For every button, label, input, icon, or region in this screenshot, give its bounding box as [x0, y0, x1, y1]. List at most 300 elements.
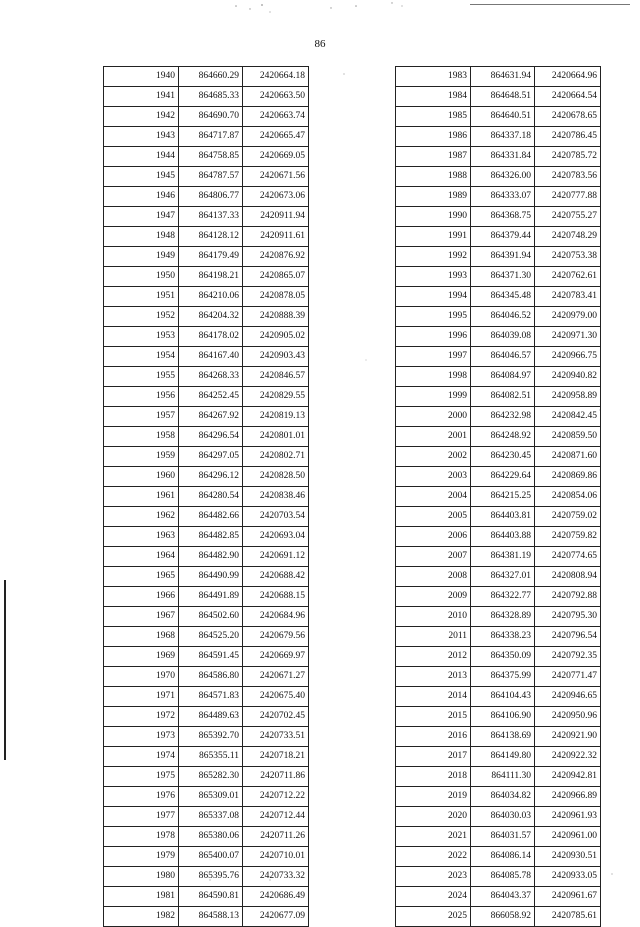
y-coordinate-cell: 2420829.55 [243, 387, 309, 407]
x-coordinate-cell: 864232.98 [471, 407, 535, 427]
x-coordinate-cell: 864490.99 [179, 567, 243, 587]
x-coordinate-cell: 864690.70 [179, 107, 243, 127]
point-number-cell: 1998 [396, 367, 471, 387]
point-number-cell: 1988 [396, 167, 471, 187]
x-coordinate-cell: 864034.82 [471, 787, 535, 807]
y-coordinate-cell: 2420792.88 [535, 587, 601, 607]
scan-edge-mark [4, 580, 6, 760]
table-row [104, 427, 309, 447]
x-coordinate-cell: 864350.09 [471, 647, 535, 667]
table-row [396, 807, 601, 827]
x-coordinate-cell: 865392.70 [179, 727, 243, 747]
table-row [104, 667, 309, 687]
table-row [396, 227, 601, 247]
point-number-cell: 1959 [104, 447, 179, 467]
point-number-cell: 1980 [104, 867, 179, 887]
x-coordinate-cell: 865337.08 [179, 807, 243, 827]
point-number-cell: 1964 [104, 547, 179, 567]
point-number-cell: 1953 [104, 327, 179, 347]
point-number-cell: 1986 [396, 127, 471, 147]
x-coordinate-cell: 864046.57 [471, 347, 535, 367]
table-row [396, 207, 601, 227]
y-coordinate-cell: 2420796.54 [535, 627, 601, 647]
y-coordinate-cell: 2420958.89 [535, 387, 601, 407]
point-number-cell: 1965 [104, 567, 179, 587]
table-row [396, 647, 601, 667]
table-row [104, 87, 309, 107]
table-row [396, 867, 601, 887]
table-row [104, 807, 309, 827]
x-coordinate-cell: 864326.00 [471, 167, 535, 187]
y-coordinate-cell: 2420785.61 [535, 907, 601, 927]
x-coordinate-cell: 864229.64 [471, 467, 535, 487]
point-number-cell: 1944 [104, 147, 179, 167]
y-coordinate-cell: 2420876.92 [243, 247, 309, 267]
point-number-cell: 1990 [396, 207, 471, 227]
y-coordinate-cell: 2420921.90 [535, 727, 601, 747]
x-coordinate-cell: 864086.14 [471, 847, 535, 867]
point-number-cell: 1946 [104, 187, 179, 207]
point-number-cell: 1943 [104, 127, 179, 147]
point-number-cell: 2002 [396, 447, 471, 467]
table-row [396, 167, 601, 187]
point-number-cell: 1952 [104, 307, 179, 327]
point-number-cell: 2013 [396, 667, 471, 687]
table-row [396, 547, 601, 567]
table-row [396, 367, 601, 387]
point-number-cell: 1979 [104, 847, 179, 867]
point-number-cell: 1981 [104, 887, 179, 907]
x-coordinate-cell: 865355.11 [179, 747, 243, 767]
x-coordinate-cell: 865282.30 [179, 767, 243, 787]
y-coordinate-cell: 2420771.47 [535, 667, 601, 687]
table-row [104, 347, 309, 367]
point-number-cell: 1960 [104, 467, 179, 487]
point-number-cell: 2008 [396, 567, 471, 587]
table-row [104, 607, 309, 627]
point-number-cell: 1961 [104, 487, 179, 507]
x-coordinate-cell: 864128.12 [179, 227, 243, 247]
point-number-cell: 1973 [104, 727, 179, 747]
point-number-cell: 1957 [104, 407, 179, 427]
table-row [104, 307, 309, 327]
x-coordinate-cell: 864167.40 [179, 347, 243, 367]
point-number-cell: 1941 [104, 87, 179, 107]
point-number-cell: 1992 [396, 247, 471, 267]
y-coordinate-cell: 2420675.40 [243, 687, 309, 707]
y-coordinate-cell: 2420911.94 [243, 207, 309, 227]
x-coordinate-cell: 864381.19 [471, 547, 535, 567]
point-number-cell: 1956 [104, 387, 179, 407]
y-coordinate-cell: 2420774.65 [535, 547, 601, 567]
x-coordinate-cell: 865400.07 [179, 847, 243, 867]
table-row [396, 787, 601, 807]
table-row [396, 767, 601, 787]
x-coordinate-cell: 864327.01 [471, 567, 535, 587]
x-coordinate-cell: 864268.33 [179, 367, 243, 387]
y-coordinate-cell: 2420971.30 [535, 327, 601, 347]
x-coordinate-cell: 864328.89 [471, 607, 535, 627]
point-number-cell: 2022 [396, 847, 471, 867]
y-coordinate-cell: 2420663.50 [243, 87, 309, 107]
table-row [396, 287, 601, 307]
y-coordinate-cell: 2420801.01 [243, 427, 309, 447]
x-coordinate-cell: 864337.18 [471, 127, 535, 147]
point-number-cell: 1994 [396, 287, 471, 307]
point-number-cell: 1951 [104, 287, 179, 307]
y-coordinate-cell: 2420711.86 [243, 767, 309, 787]
y-coordinate-cell: 2420669.05 [243, 147, 309, 167]
table-row [104, 327, 309, 347]
table-row [396, 467, 601, 487]
table-row [396, 487, 601, 507]
x-coordinate-cell: 864338.23 [471, 627, 535, 647]
x-coordinate-cell: 864106.90 [471, 707, 535, 727]
point-number-cell: 1976 [104, 787, 179, 807]
y-coordinate-cell: 2420783.56 [535, 167, 601, 187]
x-coordinate-cell: 864345.48 [471, 287, 535, 307]
table-row [104, 127, 309, 147]
x-coordinate-cell: 864631.94 [471, 67, 535, 87]
table-row [104, 467, 309, 487]
table-row [396, 147, 601, 167]
point-number-cell: 1977 [104, 807, 179, 827]
point-number-cell: 2011 [396, 627, 471, 647]
y-coordinate-cell: 2420679.56 [243, 627, 309, 647]
table-row [396, 607, 601, 627]
y-coordinate-cell: 2420946.65 [535, 687, 601, 707]
point-number-cell: 2009 [396, 587, 471, 607]
x-coordinate-cell: 864296.12 [179, 467, 243, 487]
x-coordinate-cell: 865380.06 [179, 827, 243, 847]
table-row [104, 547, 309, 567]
point-number-cell: 2012 [396, 647, 471, 667]
x-coordinate-cell: 864267.92 [179, 407, 243, 427]
x-coordinate-cell: 864590.81 [179, 887, 243, 907]
y-coordinate-cell: 2420673.06 [243, 187, 309, 207]
y-coordinate-cell: 2420786.45 [535, 127, 601, 147]
y-coordinate-cell: 2420979.00 [535, 307, 601, 327]
point-number-cell: 2015 [396, 707, 471, 727]
point-number-cell: 1958 [104, 427, 179, 447]
x-coordinate-cell: 864525.20 [179, 627, 243, 647]
y-coordinate-cell: 2420755.27 [535, 207, 601, 227]
table-row [104, 187, 309, 207]
y-coordinate-cell: 2420762.61 [535, 267, 601, 287]
point-number-cell: 2024 [396, 887, 471, 907]
point-number-cell: 1955 [104, 367, 179, 387]
point-number-cell: 1993 [396, 267, 471, 287]
table-row [104, 787, 309, 807]
table-row [104, 147, 309, 167]
x-coordinate-cell: 864252.45 [179, 387, 243, 407]
x-coordinate-cell: 864685.33 [179, 87, 243, 107]
table-row [104, 707, 309, 727]
x-coordinate-cell: 864403.81 [471, 507, 535, 527]
point-number-cell: 1948 [104, 227, 179, 247]
point-number-cell: 2020 [396, 807, 471, 827]
y-coordinate-cell: 2420664.96 [535, 67, 601, 87]
x-coordinate-cell: 864482.85 [179, 527, 243, 547]
x-coordinate-cell: 864758.85 [179, 147, 243, 167]
x-coordinate-cell: 864204.32 [179, 307, 243, 327]
table-row [396, 307, 601, 327]
point-number-cell: 1969 [104, 647, 179, 667]
table-row [104, 587, 309, 607]
point-number-cell: 2018 [396, 767, 471, 787]
x-coordinate-cell: 864039.08 [471, 327, 535, 347]
table-row [396, 707, 601, 727]
table-row [104, 727, 309, 747]
y-coordinate-cell: 2420792.35 [535, 647, 601, 667]
y-coordinate-cell: 2420838.46 [243, 487, 309, 507]
y-coordinate-cell: 2420828.50 [243, 467, 309, 487]
x-coordinate-cell: 864331.84 [471, 147, 535, 167]
table-row [396, 507, 601, 527]
table-row [104, 867, 309, 887]
y-coordinate-cell: 2420808.94 [535, 567, 601, 587]
y-coordinate-cell: 2420733.32 [243, 867, 309, 887]
x-coordinate-cell: 864502.60 [179, 607, 243, 627]
x-coordinate-cell: 864586.80 [179, 667, 243, 687]
x-coordinate-cell: 864717.87 [179, 127, 243, 147]
table-row [396, 907, 601, 927]
point-number-cell: 1978 [104, 827, 179, 847]
y-coordinate-cell: 2420878.05 [243, 287, 309, 307]
point-number-cell: 1947 [104, 207, 179, 227]
point-number-cell: 1987 [396, 147, 471, 167]
x-coordinate-cell: 864280.54 [179, 487, 243, 507]
x-coordinate-cell: 864806.77 [179, 187, 243, 207]
x-coordinate-cell: 864660.29 [179, 67, 243, 87]
x-coordinate-cell: 864482.90 [179, 547, 243, 567]
table-row [104, 847, 309, 867]
page-number: 86 [314, 38, 326, 50]
table-row [396, 87, 601, 107]
x-coordinate-cell: 864138.69 [471, 727, 535, 747]
point-number-cell: 2017 [396, 747, 471, 767]
y-coordinate-cell: 2420686.49 [243, 887, 309, 907]
table-row [396, 827, 601, 847]
y-coordinate-cell: 2420842.45 [535, 407, 601, 427]
point-number-cell: 1967 [104, 607, 179, 627]
x-coordinate-cell: 864368.75 [471, 207, 535, 227]
x-coordinate-cell: 864648.51 [471, 87, 535, 107]
y-coordinate-cell: 2420871.60 [535, 447, 601, 467]
point-number-cell: 2010 [396, 607, 471, 627]
x-coordinate-cell: 864296.54 [179, 427, 243, 447]
x-coordinate-cell: 864137.33 [179, 207, 243, 227]
table-row [104, 747, 309, 767]
table-row [396, 407, 601, 427]
point-number-cell: 1968 [104, 627, 179, 647]
y-coordinate-cell: 2420677.09 [243, 907, 309, 927]
y-coordinate-cell: 2420678.65 [535, 107, 601, 127]
x-coordinate-cell: 864178.02 [179, 327, 243, 347]
x-coordinate-cell: 864215.25 [471, 487, 535, 507]
y-coordinate-cell: 2420933.05 [535, 867, 601, 887]
table-row [104, 367, 309, 387]
point-number-cell: 1982 [104, 907, 179, 927]
point-number-cell: 1970 [104, 667, 179, 687]
table-row [104, 687, 309, 707]
y-coordinate-cell: 2420663.74 [243, 107, 309, 127]
table-row [104, 167, 309, 187]
point-number-cell: 1999 [396, 387, 471, 407]
x-coordinate-cell: 864375.99 [471, 667, 535, 687]
point-number-cell: 1963 [104, 527, 179, 547]
y-coordinate-cell: 2420684.96 [243, 607, 309, 627]
x-coordinate-cell: 864571.83 [179, 687, 243, 707]
table-row [396, 567, 601, 587]
y-coordinate-cell: 2420911.61 [243, 227, 309, 247]
point-number-cell: 2016 [396, 727, 471, 747]
y-coordinate-cell: 2420942.81 [535, 767, 601, 787]
y-coordinate-cell: 2420869.86 [535, 467, 601, 487]
point-number-cell: 1962 [104, 507, 179, 527]
point-number-cell: 2021 [396, 827, 471, 847]
y-coordinate-cell: 2420966.89 [535, 787, 601, 807]
x-coordinate-cell: 864588.13 [179, 907, 243, 927]
table-row [104, 267, 309, 287]
y-coordinate-cell: 2420688.42 [243, 567, 309, 587]
y-coordinate-cell: 2420846.57 [243, 367, 309, 387]
table-row [396, 627, 601, 647]
table-row [396, 447, 601, 467]
y-coordinate-cell: 2420733.51 [243, 727, 309, 747]
x-coordinate-cell: 864198.21 [179, 267, 243, 287]
table-row [396, 327, 601, 347]
x-coordinate-cell: 864322.77 [471, 587, 535, 607]
x-coordinate-cell: 865309.01 [179, 787, 243, 807]
table-row [396, 887, 601, 907]
y-coordinate-cell: 2420819.13 [243, 407, 309, 427]
table-row [396, 667, 601, 687]
table-row [104, 487, 309, 507]
point-number-cell: 1966 [104, 587, 179, 607]
table-row [104, 227, 309, 247]
y-coordinate-cell: 2420859.50 [535, 427, 601, 447]
y-coordinate-cell: 2420777.88 [535, 187, 601, 207]
point-number-cell: 2023 [396, 867, 471, 887]
y-coordinate-cell: 2420718.21 [243, 747, 309, 767]
x-coordinate-cell: 864491.89 [179, 587, 243, 607]
x-coordinate-cell: 864297.05 [179, 447, 243, 467]
x-coordinate-cell: 864030.03 [471, 807, 535, 827]
table-row [104, 247, 309, 267]
x-coordinate-cell: 864391.94 [471, 247, 535, 267]
x-coordinate-cell: 864149.80 [471, 747, 535, 767]
point-number-cell: 2014 [396, 687, 471, 707]
table-row [104, 67, 309, 87]
point-number-cell: 1989 [396, 187, 471, 207]
x-coordinate-cell: 864248.92 [471, 427, 535, 447]
point-number-cell: 2006 [396, 527, 471, 547]
point-number-cell: 2004 [396, 487, 471, 507]
x-coordinate-cell: 864084.97 [471, 367, 535, 387]
point-number-cell: 2025 [396, 907, 471, 927]
x-coordinate-cell: 864403.88 [471, 527, 535, 547]
y-coordinate-cell: 2420693.04 [243, 527, 309, 547]
table-row [104, 447, 309, 467]
point-number-cell: 2007 [396, 547, 471, 567]
table-row [104, 507, 309, 527]
y-coordinate-cell: 2420785.72 [535, 147, 601, 167]
table-row [396, 347, 601, 367]
y-coordinate-cell: 2420753.38 [535, 247, 601, 267]
y-coordinate-cell: 2420905.02 [243, 327, 309, 347]
x-coordinate-cell: 864111.30 [471, 767, 535, 787]
point-number-cell: 2000 [396, 407, 471, 427]
table-row [104, 207, 309, 227]
table-row [104, 907, 309, 927]
point-number-cell: 1950 [104, 267, 179, 287]
y-coordinate-cell: 2420691.12 [243, 547, 309, 567]
y-coordinate-cell: 2420940.82 [535, 367, 601, 387]
table-row [104, 107, 309, 127]
table-row [104, 407, 309, 427]
y-coordinate-cell: 2420664.54 [535, 87, 601, 107]
x-coordinate-cell: 864031.57 [471, 827, 535, 847]
point-number-cell: 2019 [396, 787, 471, 807]
point-number-cell: 1949 [104, 247, 179, 267]
x-coordinate-cell: 864379.44 [471, 227, 535, 247]
x-coordinate-cell: 864591.45 [179, 647, 243, 667]
point-number-cell: 1997 [396, 347, 471, 367]
point-number-cell: 1940 [104, 67, 179, 87]
table-row [396, 687, 601, 707]
table-row [104, 527, 309, 547]
table-row [104, 387, 309, 407]
y-coordinate-cell: 2420950.96 [535, 707, 601, 727]
y-coordinate-cell: 2420759.02 [535, 507, 601, 527]
point-number-cell: 1942 [104, 107, 179, 127]
coordinates-table-right [395, 66, 601, 927]
x-coordinate-cell: 864640.51 [471, 107, 535, 127]
y-coordinate-cell: 2420664.18 [243, 67, 309, 87]
y-coordinate-cell: 2420669.97 [243, 647, 309, 667]
table-row [396, 267, 601, 287]
point-number-cell: 1954 [104, 347, 179, 367]
y-coordinate-cell: 2420748.29 [535, 227, 601, 247]
x-coordinate-cell: 865395.76 [179, 867, 243, 887]
point-number-cell: 2001 [396, 427, 471, 447]
table-row [396, 847, 601, 867]
point-number-cell: 1972 [104, 707, 179, 727]
table-row [396, 387, 601, 407]
x-coordinate-cell: 864104.43 [471, 687, 535, 707]
y-coordinate-cell: 2420854.06 [535, 487, 601, 507]
point-number-cell: 1983 [396, 67, 471, 87]
y-coordinate-cell: 2420961.67 [535, 887, 601, 907]
y-coordinate-cell: 2420888.39 [243, 307, 309, 327]
y-coordinate-cell: 2420903.43 [243, 347, 309, 367]
x-coordinate-cell: 864046.52 [471, 307, 535, 327]
point-number-cell: 1985 [396, 107, 471, 127]
x-coordinate-cell: 866058.92 [471, 907, 535, 927]
point-number-cell: 2003 [396, 467, 471, 487]
y-coordinate-cell: 2420759.82 [535, 527, 601, 547]
table-row [104, 767, 309, 787]
y-coordinate-cell: 2420671.56 [243, 167, 309, 187]
table-row [396, 187, 601, 207]
y-coordinate-cell: 2420795.30 [535, 607, 601, 627]
y-coordinate-cell: 2420703.54 [243, 507, 309, 527]
y-coordinate-cell: 2420665.47 [243, 127, 309, 147]
y-coordinate-cell: 2420961.00 [535, 827, 601, 847]
x-coordinate-cell: 864787.57 [179, 167, 243, 187]
table-row [104, 647, 309, 667]
